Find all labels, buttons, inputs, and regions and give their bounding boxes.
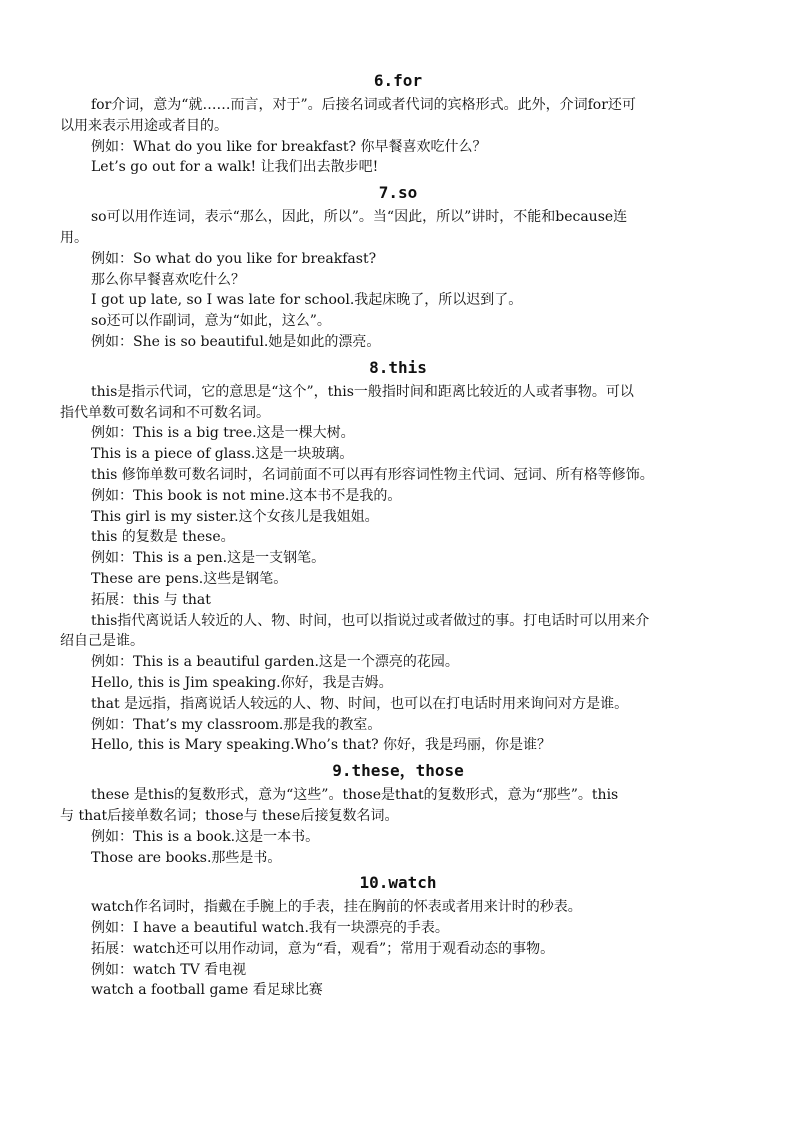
example-line: This girl is my sister.这个女孩儿是我姐姐。 xyxy=(91,508,379,525)
example-line: 例如：So what do you like for breakfast? xyxy=(91,250,377,267)
section-heading: 8.this xyxy=(369,357,427,377)
section-heading: 6.for xyxy=(373,71,423,90)
section-heading: 10.watch xyxy=(359,873,437,893)
example-line: Let’s go out for a walk! 让我们出去散步吧! xyxy=(91,159,379,176)
paragraph-line: 指代单数可数名词和不可数名词。 xyxy=(60,404,270,421)
example-line: 例如：What do you like for breakfast? 你早餐喜欢吃什么？ xyxy=(91,138,487,155)
example-line: 例如：This book is not mine.这本书不是我的。 xyxy=(91,487,402,504)
extension-line: 拓展：watch还可以用作动词，意为“看，观看”；常用于观看动态的事物。 xyxy=(91,940,555,957)
example-line: Hello, this is Jim speaking.你好，我是吉姆。 xyxy=(91,674,393,691)
paragraph-line: 与 that后接单数名词；those与 these后接复数名词。 xyxy=(60,807,399,824)
example-line: 那么你早餐喜欢吃什么？ xyxy=(91,271,245,288)
paragraph-line: this指代离说话人较近的人、物、时间，也可以指说过或者做过的事。打电话时可以用来介 xyxy=(91,612,650,629)
paragraph-line: for介词，意为“就……而言，对于”。后接名词或者代词的宾格形式。此外，介词for还可 xyxy=(91,97,636,113)
example-line: 例如：This is a big tree.这是一棵大树。 xyxy=(91,425,355,442)
section-heading: 7.so xyxy=(378,183,418,203)
example-line: Hello, this is Mary speaking.Who’s that? 你好，我是玛丽，你是谁？ xyxy=(91,737,552,754)
paragraph-line: this是指示代词，它的意思是“这个”，this一般指时间和距离比较近的人或者事物。可以 xyxy=(91,383,634,400)
example-line: This is a piece of glass.这是一块玻璃。 xyxy=(91,446,354,463)
paragraph-line: this 修饰单数可数名词时，名词前面不可以再有形容词性物主代词、冠词、所有格等修饰。 xyxy=(91,466,654,483)
example-line: 例如：She is so beautiful.她是如此的漂亮。 xyxy=(91,333,381,350)
example-line: 例如：I have a beautiful watch.我有一块漂亮的手表。 xyxy=(91,920,449,937)
paragraph-line: so可以用作连词，表示“那么，因此，所以”。当“因此，所以”讲时，不能和because连 xyxy=(91,209,628,226)
section-so xyxy=(60,178,736,353)
example-line: Those are books.那些是书。 xyxy=(91,849,282,866)
example-line: 例如：That’s my classroom.那是我的教室。 xyxy=(91,716,382,733)
paragraph-line: watch作名词时，指戴在手腕上的手表，挂在胸前的怀表或者用来计时的秒表。 xyxy=(91,899,582,916)
example-line: 例如：This is a pen.这是一支钢笔。 xyxy=(91,550,326,567)
example-line: 例如：This is a beautiful garden.这是一个漂亮的花园。 xyxy=(91,654,459,671)
example-line: These are pens.这些是钢笔。 xyxy=(91,570,288,587)
paragraph-line: 用。 xyxy=(60,229,88,246)
section-for xyxy=(60,66,736,178)
example-line: watch a football game 看足球比赛 xyxy=(91,982,323,999)
extension-line: 拓展：this 与 that xyxy=(91,591,211,608)
section-watch xyxy=(60,868,736,1001)
section-this xyxy=(60,353,736,756)
example-line: 例如：watch TV 看电视 xyxy=(91,961,247,978)
section-these-those xyxy=(60,756,736,868)
paragraph-line: this 的复数是 these。 xyxy=(91,529,235,546)
example-line: I got up late, so I was late for school.我起床晚了，所以迟到了。 xyxy=(91,292,523,309)
example-line: 例如：This is a book.这是一本书。 xyxy=(91,828,320,845)
section-heading: 9.these，those xyxy=(332,761,464,781)
paragraph-line: 以用来表示用途或者目的。 xyxy=(60,117,228,134)
paragraph-line: that 是远指，指离说话人较远的人、物、时间，也可以在打电话时用来询问对方是谁。 xyxy=(91,695,629,712)
document-page xyxy=(60,66,736,1001)
paragraph-line: so还可以作副词，意为“如此，这么”。 xyxy=(91,313,331,330)
paragraph-line: 绍自己是谁。 xyxy=(60,633,144,650)
paragraph-line: these 是this的复数形式，意为“这些”。those是that的复数形式，意为“那些”。this xyxy=(91,787,619,804)
